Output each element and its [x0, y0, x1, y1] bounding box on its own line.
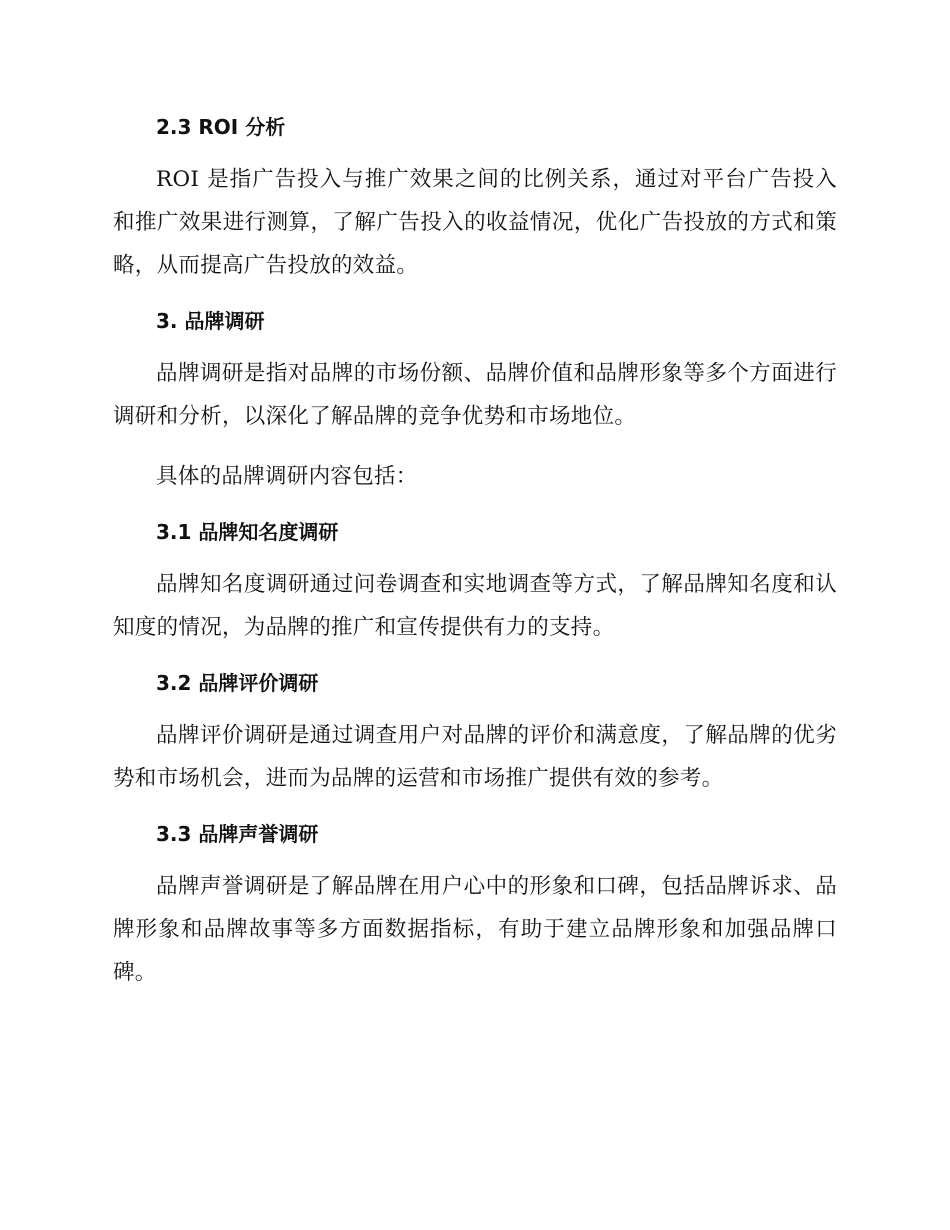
document-body: [113, 110, 837, 994]
section-heading-brand-reputation: 3.3 品牌声誉调研: [156, 822, 319, 846]
paragraph-brand-awareness: 品牌知名度调研通过问卷调查和实地调查等方式，了解品牌知名度和认知度的情况，为品牌的推广和宣传提供有力的支持。: [113, 572, 837, 640]
paragraph-brand-evaluation: 品牌评价调研是通过调查用户对品牌的评价和满意度，了解品牌的优劣势和市场机会，进而为品牌的运营和市场推广提供有效的参考。: [113, 723, 837, 791]
paragraph-brand-reputation: 品牌声誉调研是了解品牌在用户心中的形象和口碑，包括品牌诉求、品牌形象和品牌故事等多方面数据指标，有助于建立品牌形象和加强品牌口碑。: [113, 874, 837, 985]
paragraph-brand-research-intro: 具体的品牌调研内容包括：: [156, 464, 418, 489]
paragraph-roi-definition: ROI 是指广告投入与推广效果之间的比例关系，通过对平台广告投入和推广效果进行测算，了解广告投入的收益情况，优化广告投放的方式和策略，从而提高广告投放的效益。: [113, 167, 837, 278]
section-heading-brand-awareness: 3.1 品牌知名度调研: [156, 520, 339, 544]
section-heading-roi-analysis: 2.3 ROI 分析: [156, 115, 286, 139]
section-heading-brand-research: 3. 品牌调研: [156, 309, 265, 333]
section-heading-brand-evaluation: 3.2 品牌评价调研: [156, 671, 319, 695]
paragraph-brand-research-definition: 品牌调研是指对品牌的市场份额、品牌价值和品牌形象等多个方面进行调研和分析，以深化了解品牌的竞争优势和市场地位。: [113, 361, 837, 429]
